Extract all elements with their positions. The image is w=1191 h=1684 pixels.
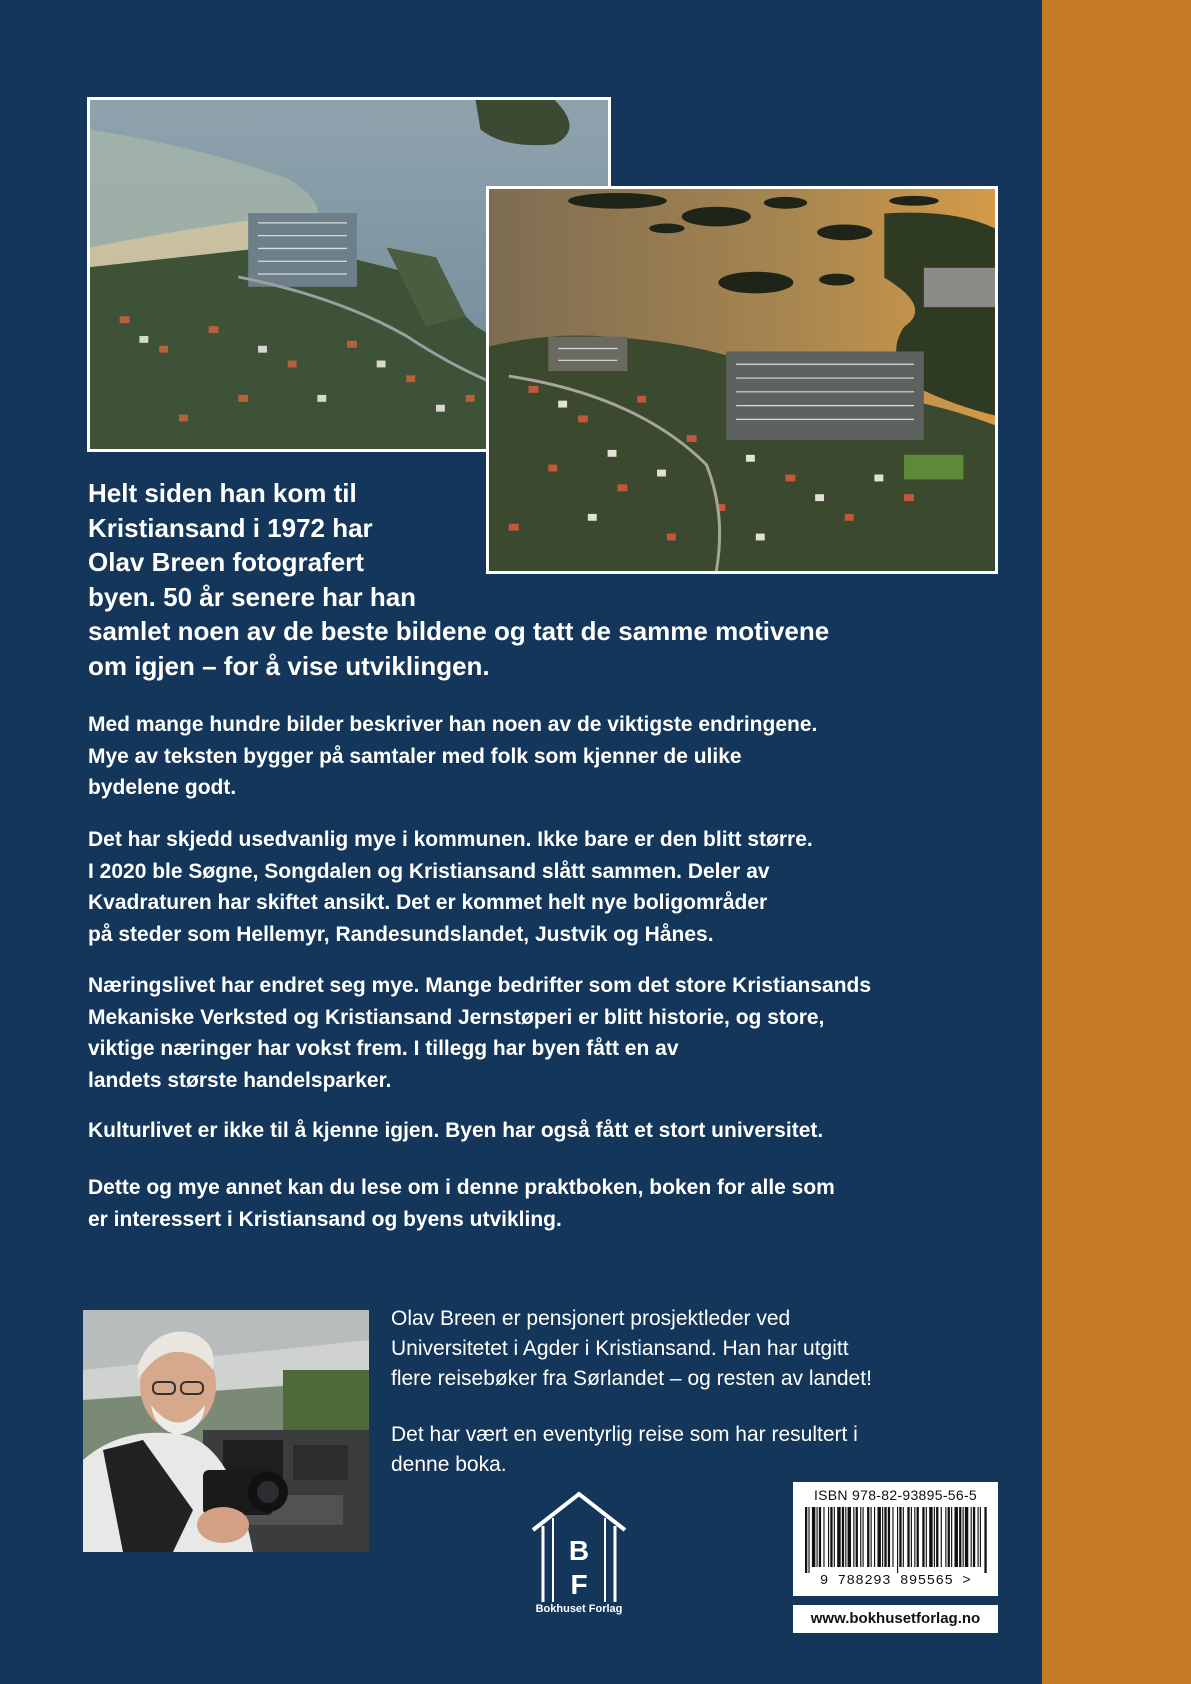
body-paragraph [88, 709, 1008, 804]
barcode-bar [805, 1507, 807, 1573]
publisher-name: Bokhuset Forlag [535, 1603, 623, 1615]
lead-line: byen. 50 år senere har han [88, 581, 417, 612]
barcode-bars [801, 1507, 990, 1573]
barcode-bar [936, 1507, 938, 1567]
barcode-bar [877, 1507, 880, 1567]
barcode-bar [874, 1507, 875, 1567]
paragraph-line: I 2020 ble Søgne, Songdalen og Kristiansand slått sammen. Deler av [88, 859, 770, 883]
isbn-barcode [793, 1482, 998, 1596]
barcode-bar [951, 1507, 952, 1567]
author-photo [83, 1310, 369, 1552]
barcode-bar [817, 1507, 818, 1567]
paragraph-line: Mye av teksten bygger på samtaler med folk som kjenner de ulike [88, 744, 742, 768]
barcode-bar [834, 1507, 835, 1567]
paragraph-line: er interessert i Kristiansand og byens utvikling. [88, 1207, 562, 1231]
bio-line: Olav Breen er pensjonert prosjektleder ved [391, 1307, 791, 1330]
barcode-bar [899, 1507, 901, 1567]
paragraph-line: bydelene godt. [88, 776, 237, 799]
barcode-bar [823, 1507, 824, 1567]
spine-stripe [1042, 0, 1191, 1684]
publisher-website: www.bokhusetforlag.no [793, 1605, 998, 1633]
barcode-bar [917, 1507, 919, 1567]
barcode-bar [926, 1507, 927, 1567]
paragraph-line: Kulturlivet er ikke til å kjenne igjen. Byen har også fått et stort universitet. [88, 1119, 824, 1142]
barcode-bar [888, 1507, 890, 1567]
barcode-bar [830, 1507, 832, 1567]
barcode-bar [808, 1507, 809, 1573]
paragraph-line: landets største handelsparker. [88, 1068, 392, 1092]
barcode-bar [934, 1507, 935, 1567]
barcode-bar [980, 1507, 981, 1567]
barcode-bar [897, 1507, 898, 1573]
barcode-bar [848, 1507, 851, 1567]
barcode-bar [945, 1507, 946, 1567]
lead-line: Kristiansand i 1972 har [88, 512, 373, 543]
barcode-bar [955, 1507, 958, 1567]
lead-line: Olav Breen fotografert [88, 547, 364, 577]
lead-line: samlet noen av de beste bildene og tatt de samme motivene [88, 616, 830, 646]
paragraph-line: Dette og mye annet kan du lese om i denne praktboken, boken for alle som [88, 1176, 835, 1199]
barcode-bar [867, 1507, 869, 1567]
paragraph-line: Kvadraturen har skiftet ansikt. Det er kommet helt nye boligområder [88, 891, 768, 914]
paragraph-line: Med mange hundre bilder beskriver han noen av de viktigste endringene. [88, 713, 818, 736]
barcode-bar [978, 1507, 979, 1567]
barcode-bar [812, 1507, 815, 1567]
barcode-bar [884, 1507, 886, 1567]
paragraph-line: viktige næringer har vokst frem. I tillegg har byen fått en av [88, 1037, 679, 1060]
barcode-bar [903, 1507, 904, 1567]
bio-line: denne boka. [391, 1453, 507, 1476]
barcode-bar [871, 1507, 872, 1567]
barcode-bar [860, 1507, 861, 1567]
barcode-bar [842, 1507, 844, 1567]
barcode-bar [941, 1507, 942, 1567]
barcode-bar [959, 1507, 961, 1567]
bio-line: Universitetet i Agder i Kristiansand. Han har utgitt [391, 1337, 849, 1360]
barcode-bar [922, 1507, 924, 1567]
barcode-bar [819, 1507, 821, 1567]
barcode-bar [911, 1507, 912, 1567]
lead-line: om igjen – for å vise utviklingen. [88, 650, 490, 681]
author-bio [391, 1304, 1011, 1394]
barcode-bar [845, 1507, 846, 1567]
ean-digits: 9 788293 895565 > [819, 1573, 972, 1589]
barcode-bar [965, 1507, 968, 1567]
author-bio [391, 1420, 1011, 1480]
paragraph-line: Det har skjedd usedvanlig mye i kommunen. Ikke bare er den blitt større. [88, 828, 813, 851]
barcode-bar [863, 1507, 864, 1567]
barcode-bar [907, 1507, 909, 1567]
barcode-bar [914, 1507, 915, 1567]
isbn-number: ISBN 978-82-93895-56-5 [813, 1487, 978, 1503]
body-paragraph [88, 1172, 1008, 1235]
bio-line: flere reisebøker fra Sørlandet – og resten av landet! [391, 1367, 872, 1390]
barcode-bar [929, 1507, 932, 1567]
bio-line: Det har vært en eventyrlig reise som har resultert i [391, 1423, 858, 1446]
body-paragraph [88, 970, 1008, 1096]
barcode-bar [963, 1507, 964, 1567]
body-paragraph [88, 1115, 1008, 1147]
barcode-bar [948, 1507, 950, 1567]
lead-line: Helt siden han kom til [88, 478, 357, 508]
paragraph-line: på steder som Hellemyr, Randesundslandet, Justvik og Hånes. [88, 922, 714, 946]
barcode-bar [828, 1507, 829, 1567]
lead-text [88, 476, 968, 683]
barcode-bar [853, 1507, 854, 1567]
publisher-logo [529, 1490, 629, 1620]
body-paragraph [88, 824, 1008, 950]
logo-letter-f: F [570, 1569, 588, 1600]
barcode-bar [971, 1507, 972, 1567]
paragraph-line: Mekaniske Verksted og Kristiansand Jernstøperi er blitt historie, og store, [88, 1005, 825, 1029]
barcode-bar [892, 1507, 893, 1567]
paragraph-line: Næringslivet har endret seg mye. Mange bedrifter som det store Kristiansands [88, 974, 872, 997]
barcode-bar [984, 1507, 986, 1573]
barcode-bar [973, 1507, 975, 1567]
logo-letter-b: B [568, 1535, 590, 1566]
barcode-bar [837, 1507, 840, 1567]
barcode-bar [856, 1507, 858, 1567]
barcode-bar [882, 1507, 883, 1567]
